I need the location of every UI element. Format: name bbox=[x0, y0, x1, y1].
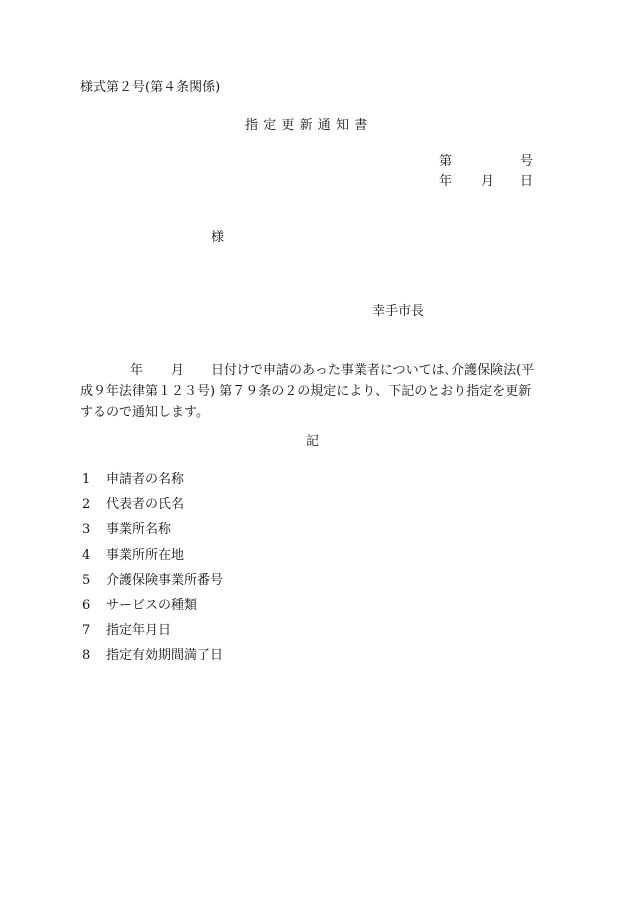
issuer-name: 幸手市長 bbox=[372, 304, 425, 319]
item-label: 申請者の名称 bbox=[106, 472, 185, 487]
form-number: 様式第２号(第４条関係) bbox=[80, 80, 221, 95]
list-item bbox=[82, 473, 223, 498]
body-month-label: 月 bbox=[171, 363, 185, 378]
item-number: 6 bbox=[82, 597, 91, 613]
list-item bbox=[82, 498, 223, 523]
item-label: 指定有効期間満了日 bbox=[106, 648, 224, 664]
item-list bbox=[82, 473, 223, 675]
ki-heading: 記 bbox=[306, 434, 320, 449]
item-number: 8 bbox=[82, 648, 91, 664]
date-day-label: 日 bbox=[520, 174, 534, 189]
item-number: 3 bbox=[82, 522, 91, 538]
date-month-label: 月 bbox=[481, 174, 495, 189]
body-year-label: 年 bbox=[130, 363, 144, 378]
notice-number-prefix: 第 bbox=[439, 154, 453, 169]
list-item bbox=[82, 549, 223, 574]
notice-number-suffix: 号 bbox=[520, 154, 534, 169]
item-label: 介護保険事業所番号 bbox=[106, 572, 224, 588]
list-item bbox=[82, 649, 223, 674]
body-line-2: 成９年法律第１２３号) 第７９条の２の規定により、下記のとおり指定を更新 bbox=[80, 384, 532, 399]
item-number: 2 bbox=[82, 497, 91, 513]
item-number: 1 bbox=[82, 472, 91, 487]
item-label: 代表者の氏名 bbox=[106, 497, 185, 513]
list-item bbox=[82, 624, 223, 649]
addressee-honorific: 様 bbox=[211, 230, 225, 245]
item-label: 事業所所在地 bbox=[106, 547, 185, 563]
list-item bbox=[82, 574, 223, 599]
item-label: 事業所名称 bbox=[106, 522, 172, 538]
item-number: 7 bbox=[82, 623, 91, 639]
item-label: 指定年月日 bbox=[106, 623, 172, 639]
body-line-1-text: 日付けで申請のあった事業者については､介護保険法(平 bbox=[211, 363, 535, 378]
list-item bbox=[82, 599, 223, 624]
document-title: 指定更新通知書 bbox=[245, 118, 373, 133]
notice-body bbox=[80, 360, 550, 423]
body-line-1 bbox=[80, 360, 550, 381]
list-item bbox=[82, 523, 223, 548]
body-line-3: するので通知します。 bbox=[80, 405, 209, 420]
item-label: サービスの種類 bbox=[106, 597, 198, 613]
date-year-label: 年 bbox=[439, 174, 453, 189]
item-number: 4 bbox=[82, 547, 91, 563]
item-number: 5 bbox=[82, 572, 91, 588]
